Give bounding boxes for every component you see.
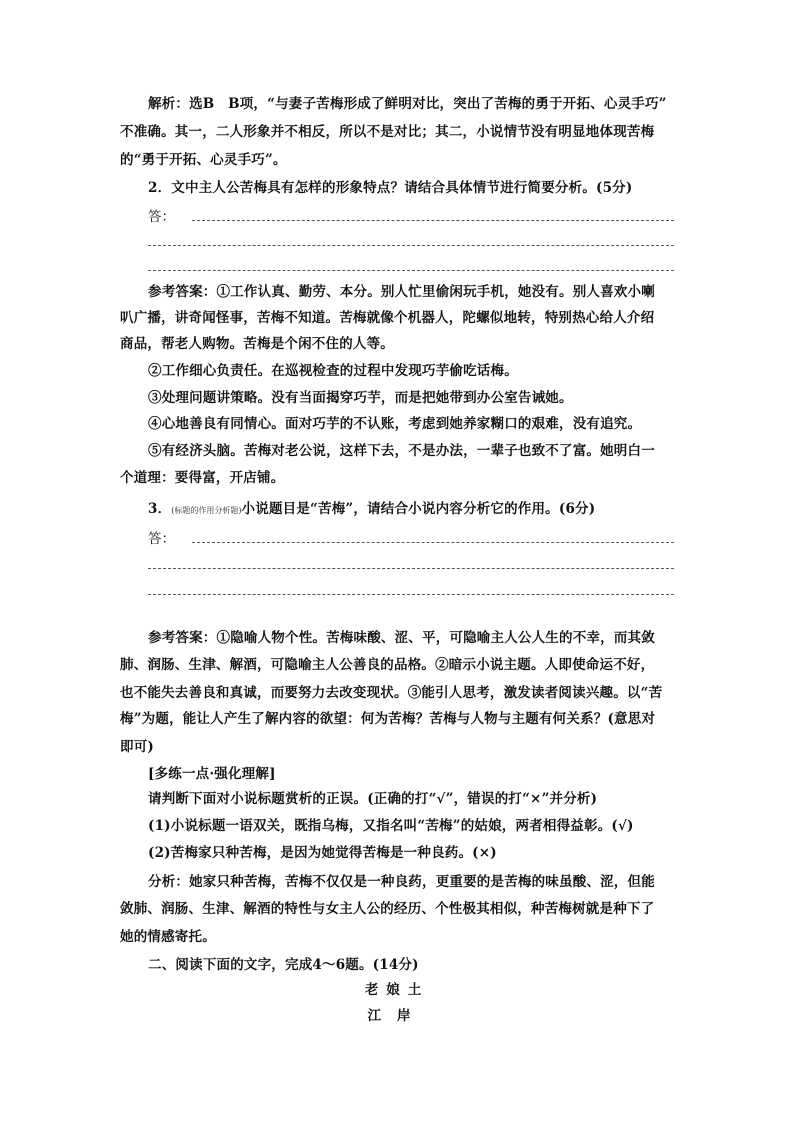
practice-analysis-line-3: 她的情感寄托。: [120, 929, 216, 945]
q2-reference-line-1: 参考答案：①工作认真、勤劳、本分。别人忙里偷闲玩手机，她没有。别人喜欢小喇: [148, 284, 655, 300]
question-3-text: 小说题目是“苦梅”，请结合小说内容分析它的作用。(6分): [241, 501, 596, 517]
question-3-tag: (标题的作用分析题): [171, 506, 242, 515]
practice-item-2: (2)苦梅家只种苦梅，是因为她觉得苦梅是一种良药。(×): [148, 845, 497, 861]
q2-reference-line-6: ④心地善良有同情心。面对巧芋的不认账，考虑到她养家糊口的艰难，没有追究。: [148, 416, 642, 432]
q2-reference-line-8: 个道理：要得富，开店铺。: [120, 470, 285, 486]
practice-heading: [多练一点·强化理解]: [148, 766, 276, 782]
practice-analysis-line-1: 分析：她家只种苦梅，苦梅不仅仅是一种良药，更重要的是苦梅的味虽酸、涩，但能: [148, 874, 655, 890]
q2-answer-label: 答：: [148, 209, 175, 225]
q3-answer-label: 答：: [148, 531, 175, 547]
q2-reference-line-3: 商品，帮老人购物。苦梅是个闲不住的人等。: [120, 336, 394, 352]
question-2: 2．文中主人公苦梅具有怎样的形象特点？请结合具体情节进行简要分析。(5分): [148, 180, 633, 196]
q3-reference-line-2: 肺、润肠、生津、解酒，可隐喻主人公善良的品格。②暗示小说主题。人即使命运不好，: [120, 657, 655, 673]
q2-reference-line-5: ③处理问题讲策略。没有当面揭穿巧芋，而是把她带到办公室告诫她。: [148, 390, 573, 406]
q3-answer-line-1[interactable]: [192, 542, 674, 543]
story-author: 江岸: [367, 1008, 427, 1024]
question-3-number: 3．: [148, 501, 172, 517]
q2-reference-line-4: ②工作细心负责任。在巡视检查的过程中发现巧芋偷吃话梅。: [148, 363, 518, 379]
story-title: 老娘土: [364, 982, 430, 998]
analysis-line-1: 解析：选B B项，“与妻子苦梅形成了鲜明对比，突出了苦梅的勇于开拓、心灵手巧”: [148, 96, 667, 112]
q2-answer-line-2[interactable]: [148, 245, 674, 246]
q3-reference-line-3: 也不能失去善良和真诚，而要努力去改变现状。③能引人思考，激发读者阅读兴趣。以“苦: [120, 685, 663, 701]
q3-answer-line-3[interactable]: [148, 594, 674, 595]
practice-item-1: (1)小说标题一语双关，既指乌梅，又指名叫“苦梅”的姑娘，两者相得益彰。(√): [148, 818, 634, 834]
q2-answer-line-3[interactable]: [148, 270, 674, 271]
q2-reference-line-7: ⑤有经济头脑。苦梅对老公说，这样下去，不是办法，一辈子也致不了富。她明白一: [148, 443, 655, 459]
practice-instruction: 请判断下面对小说标题赏析的正误。(正确的打“√”，错误的打“×”并分析): [148, 791, 598, 807]
q3-reference-line-1: 参考答案：①隐喻人物个性。苦梅味酸、涩、平，可隐喻主人公人生的不幸，而其敛: [148, 630, 655, 646]
q3-reference-line-4: 梅”为题，能让人产生了解内容的欲望：何为苦梅？苦梅与人物与主题有何关系？(意思对: [120, 711, 656, 727]
q3-reference-line-5: 即可): [120, 739, 154, 755]
analysis-line-2: 不准确。其一，二人形象并不相反，所以不是对比；其二，小说情节没有明显地体现苦梅: [120, 124, 655, 140]
q2-answer-line-1[interactable]: [192, 220, 674, 221]
section-2-heading: 二、阅读下面的文字，完成4～6题。(14分): [148, 957, 419, 973]
analysis-line-3: 的“勇于开拓、心灵手巧”。: [120, 152, 287, 168]
question-3: [148, 500, 680, 520]
q2-reference-line-2: 叭广播，讲奇闻怪事，苦梅不知道。苦梅就像个机器人，陀螺似地转，特别热心给人介绍: [120, 310, 655, 326]
practice-analysis-line-2: 敛肺、润肠、生津、解酒的特性与女主人公的经历、个性极其相似，种苦梅树就是种下了: [120, 901, 655, 917]
q3-answer-line-2[interactable]: [148, 568, 674, 569]
